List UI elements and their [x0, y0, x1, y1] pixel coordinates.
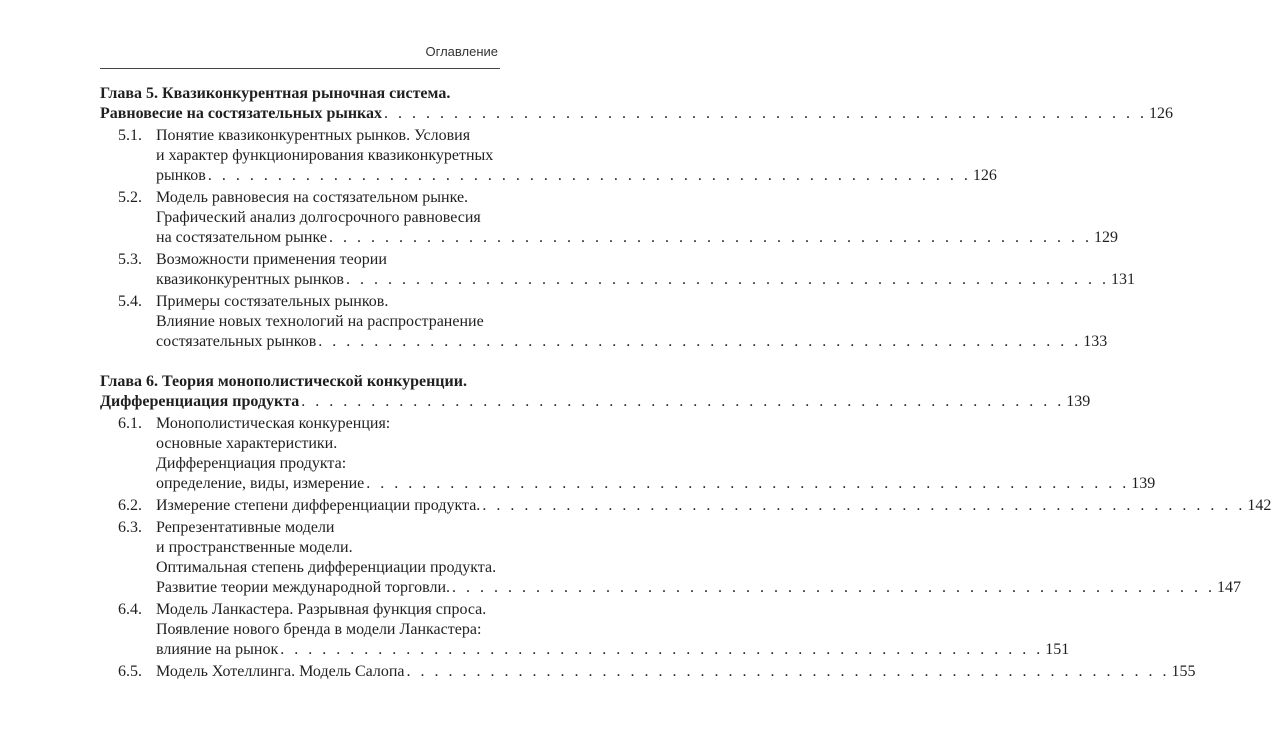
toc-chapter-entry[interactable]	[100, 84, 1174, 124]
toc-section-entry[interactable]	[118, 292, 1108, 352]
page-number: 139	[1131, 475, 1156, 492]
section-number: 6.3.	[118, 519, 142, 536]
page-number: 129	[1093, 229, 1118, 246]
toc-chapter-entry[interactable]	[100, 372, 1091, 412]
table-of-contents	[100, 84, 1271, 682]
entry-title-last-line: Равновесие на состязательных рынках	[100, 105, 383, 122]
leader-dots: . . . . . . . . . . . . . . . . . . . . . . . . . . . . . . . . . . . . . . . . . . . . . . . . . . . . . . .	[301, 393, 1065, 410]
entry-title-line: Репрезентативные модели	[156, 519, 335, 536]
entry-title-last-line: влияние на рынок	[156, 641, 279, 658]
entry-title-last-line: рынков	[156, 167, 206, 184]
entry-title-line: Оптимальная степень дифференциации продукта.	[156, 559, 497, 576]
leader-dots: . . . . . . . . . . . . . . . . . . . . . . . . . . . . . . . . . . . . . . . . . . . . . . . . . . . . . . .	[482, 497, 1246, 514]
entry-title-last-line: Измерение степени дифференциации продукта.	[156, 497, 481, 514]
entry-title-line: Понятие квазиконкурентных рынков. Условия	[156, 127, 471, 144]
entry-title-last-line: Модель Хотеллинга. Модель Салопа	[156, 663, 405, 680]
page-number: 151	[1045, 641, 1070, 658]
entry-title-line: и характер функционирования квазиконкуретных	[156, 147, 494, 164]
entry-title-line: Модель Ланкастера. Разрывная функция спроса.	[156, 601, 487, 618]
entry-title-last-line: состязательных рынков	[156, 333, 317, 350]
toc-section-entry[interactable]	[118, 496, 1271, 516]
entry-title-last-line: квазиконкурентных рынков	[156, 271, 344, 288]
toc-section-entry[interactable]	[118, 662, 1196, 682]
page-number: 147	[1217, 579, 1242, 596]
leader-dots: . . . . . . . . . . . . . . . . . . . . . . . . . . . . . . . . . . . . . . . . . . . . . . . . . . . . . . .	[280, 641, 1044, 658]
leader-dots: . . . . . . . . . . . . . . . . . . . . . . . . . . . . . . . . . . . . . . . . . . . . . . . . . . . . . . .	[318, 333, 1082, 350]
page-number: 126	[972, 167, 997, 184]
entry-title-last-line: определение, виды, измерение	[156, 475, 365, 492]
toc-section-entry[interactable]	[118, 600, 1070, 660]
page-number: 133	[1083, 333, 1108, 350]
entry-title-line: Примеры состязательных рынков.	[156, 293, 389, 310]
entry-title-line: Глава 5. Квазиконкурентная рыночная система.	[100, 85, 451, 102]
section-number: 6.2.	[118, 497, 142, 514]
section-number: 5.3.	[118, 251, 142, 268]
section-number: 6.4.	[118, 601, 142, 618]
leader-dots: . . . . . . . . . . . . . . . . . . . . . . . . . . . . . . . . . . . . . . . . . . . . . . . . . . . . . . .	[384, 105, 1148, 122]
leader-dots: . . . . . . . . . . . . . . . . . . . . . . . . . . . . . . . . . . . . . . . . . . . . . . . . . . . . . . .	[328, 229, 1092, 246]
entry-title-line: Влияние новых технологий на распространение	[156, 313, 484, 330]
header-rule	[100, 68, 500, 69]
entry-title-last-line: Дифференциация продукта	[100, 393, 300, 410]
running-header: Оглавление	[425, 44, 498, 59]
toc-section-entry[interactable]	[118, 250, 1135, 290]
page-number: 131	[1110, 271, 1135, 288]
page-number: 126	[1149, 105, 1174, 122]
section-number: 6.5.	[118, 663, 142, 680]
entry-title-line: Монополистическая конкуренция:	[156, 415, 391, 432]
page-number: 155	[1171, 663, 1196, 680]
chapter-gap	[100, 352, 500, 372]
section-number: 6.1.	[118, 415, 142, 432]
toc-section-entry[interactable]	[118, 126, 997, 186]
leader-dots: . . . . . . . . . . . . . . . . . . . . . . . . . . . . . . . . . . . . . . . . . . . . . . . . . . . . . . .	[207, 167, 971, 184]
leader-dots: . . . . . . . . . . . . . . . . . . . . . . . . . . . . . . . . . . . . . . . . . . . . . . . . . . . . . . .	[366, 475, 1130, 492]
entry-title-last-line: на состязательном рынке	[156, 229, 327, 246]
leader-dots: . . . . . . . . . . . . . . . . . . . . . . . . . . . . . . . . . . . . . . . . . . . . . . . . . . . . . . .	[406, 663, 1170, 680]
entry-title-line: основные характеристики.	[156, 435, 338, 452]
section-number: 5.4.	[118, 293, 142, 310]
entry-title-line: Возможности применения теории	[156, 251, 387, 268]
entry-title-line: Глава 6. Теория монополистической конкуренции.	[100, 373, 467, 390]
toc-section-entry[interactable]	[118, 414, 1156, 494]
entry-title-line: Модель равновесия на состязательном рынке.	[156, 189, 469, 206]
entry-title-line: и пространственные модели.	[156, 539, 353, 556]
toc-section-entry[interactable]	[118, 518, 1242, 598]
leader-dots: . . . . . . . . . . . . . . . . . . . . . . . . . . . . . . . . . . . . . . . . . . . . . . . . . . . . . . .	[452, 579, 1216, 596]
section-number: 5.2.	[118, 189, 142, 206]
entry-title-line: Дифференциация продукта:	[156, 455, 347, 472]
page-number: 142	[1247, 497, 1271, 514]
entry-title-line: Графический анализ долгосрочного равновесия	[156, 209, 481, 226]
leader-dots: . . . . . . . . . . . . . . . . . . . . . . . . . . . . . . . . . . . . . . . . . . . . . . . . . . . . . . .	[345, 271, 1109, 288]
toc-section-entry[interactable]	[118, 188, 1118, 248]
page-number: 139	[1066, 393, 1091, 410]
entry-title-last-line: Развитие теории международной торговли.	[156, 579, 451, 596]
entry-title-line: Появление нового бренда в модели Ланкастера:	[156, 621, 482, 638]
section-number: 5.1.	[118, 127, 142, 144]
